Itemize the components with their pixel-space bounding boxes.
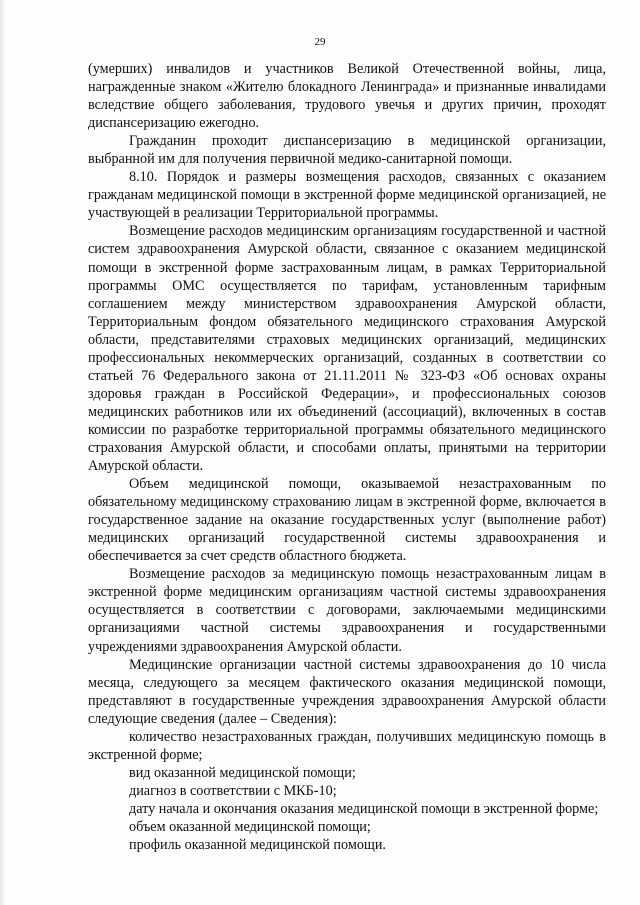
list-item-count-patients: количество незастрахованных граждан, получивших медицинскую помощь в экстренной форме; [88,728,606,763]
list-item-diagnosis: диагноз в соответствии с МКБ-10; [129,782,337,799]
list-item-volume: объем оказанной медицинской помощи; [129,818,371,835]
page-number: 29 [314,36,326,48]
scan-edge [0,0,6,905]
paragraph-dispensary: Гражданин проходит диспансеризацию в медицинской организации, выбранной им для получения первичной медико-санитарной помощи. [88,133,606,168]
paragraph-information-submission: Медицинские организации частной системы здравоохранения до 10 числа месяца, следующего за месяцем фактического оказания медицинской помощи, представляют в государственные учреждения здравоохранения Амурской области следующие сведения (далее – Сведения): [88,656,606,727]
paragraph-section-8-10: 8.10. Порядок и размеры возмещения расходов, связанных с оказанием гражданам медицинской помощи в экстренной форме медицинской организацией, не участвующей в реализации Территориальной программы. [88,169,606,222]
paragraph-reimbursement-insured: Возмещение расходов медицинским организациям государственной и частной систем здравоохранения Амурской области, связанное с оказанием медицинской помощи в экстренной форме застрахованным лицам, в рамках Территориальной программы ОМС осуществляется по тарифам, установленным тарифным соглашением между министерством здравоохранения Амурской области, Территориальным фондом обязательного медицинского страхования Амурской области, представителями страховых медицинских организаций, медицинских профессиональных некоммерческих организаций, созданных в соответствии со статьей 76 Федерального закона от 21.11.2011 № 323-ФЗ «Об основах охраны здоровья граждан в Российской Федерации», и профессиональных союзов медицинских работников или их объединений (ассоциаций), включенных в состав комиссии по разработке территориальной программы обязательного медицинского страхования Амурской области, и способами оплаты, принятыми на территории Амурской области. [88,223,606,475]
paragraph-continuation: (умерших) инвалидов и участников Великой Отечественной войны, лица, награжденные знаком «Жителю блокадного Ленинграда» и признанные инвалидами вследствие общего заболевания, трудового увечья и других причин, проходят диспансеризацию ежегодно. [88,61,606,132]
list-item-care-type: вид оказанной медицинской помощи; [129,764,356,781]
list-item-profile: профиль оказанной медицинской помощи. [129,837,386,854]
paragraph-uninsured-volume: Объем медицинской помощи, оказываемой незастрахованным по обязательному медицинскому страхованию лицам в экстренной форме, включается в государственное задание на оказание государственных услуг (выполнение работ) медицинских организаций государственной системы здравоохранения и обеспечивается за счет средств областного бюджета. [88,476,606,565]
document-body [88,60,606,854]
paragraph-private-reimbursement: Возмещение расходов за медицинскую помощь незастрахованным лицам в экстренной форме медицинским организациям частной системы здравоохранения осуществляется в соответствии с договорами, заключаемыми медицинскими организациями частной системы здравоохранения и государственными учреждениями здравоохранения Амурской области. [88,566,606,655]
list-item-dates: дату начала и окончания оказания медицинской помощи в экстренной форме; [129,800,599,817]
